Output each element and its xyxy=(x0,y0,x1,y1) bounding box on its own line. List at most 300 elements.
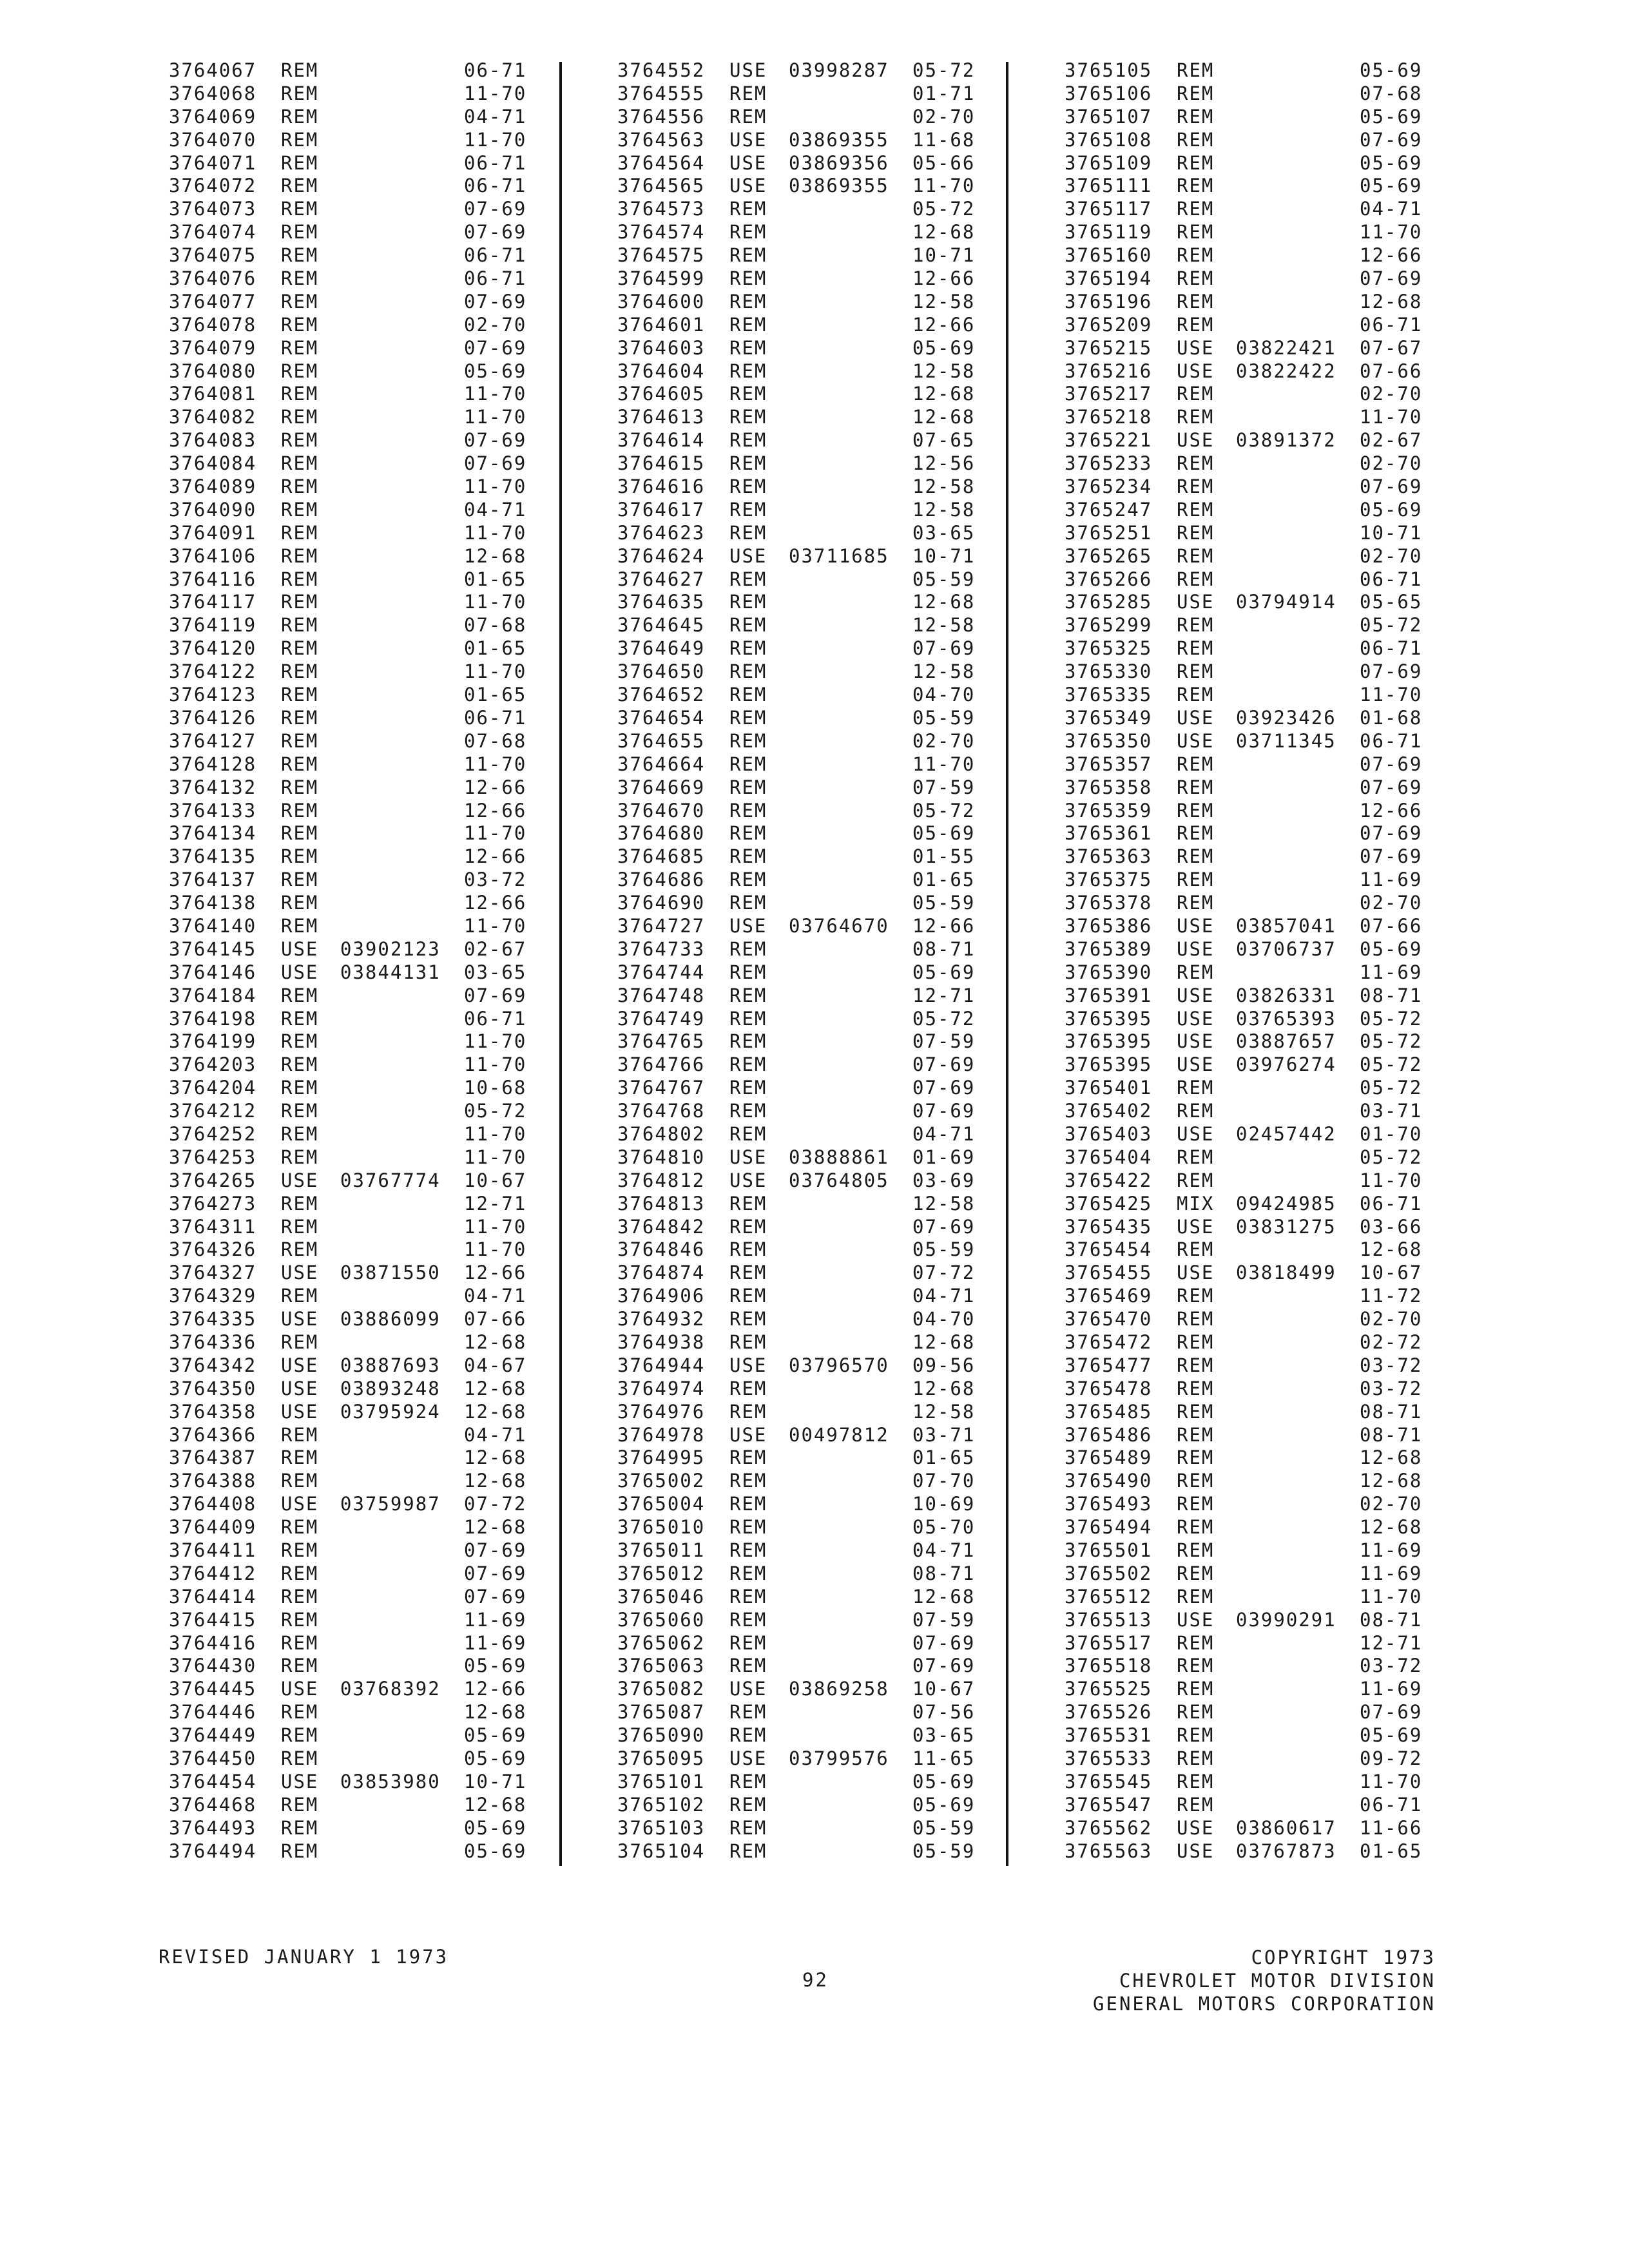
effective-date: 12-66 xyxy=(1360,799,1423,822)
action-code: REM xyxy=(729,568,767,590)
action-code: REM xyxy=(1177,175,1215,197)
action-code: REM xyxy=(281,267,319,290)
effective-date: 11-69 xyxy=(1360,1539,1423,1561)
part-number: 3764601 xyxy=(617,313,706,336)
action-code: REM xyxy=(729,1585,767,1608)
effective-date: 04-71 xyxy=(912,1285,976,1307)
part-number: 3765486 xyxy=(1065,1423,1153,1446)
effective-date: 11-69 xyxy=(1360,869,1423,891)
part-number: 3764074 xyxy=(169,221,257,244)
action-code: REM xyxy=(1177,1377,1215,1399)
effective-date: 07-68 xyxy=(1360,82,1423,104)
part-number: 3765517 xyxy=(1065,1631,1153,1654)
effective-date: 07-59 xyxy=(912,1608,976,1631)
part-number: 3764212 xyxy=(169,1100,257,1122)
effective-date: 11-70 xyxy=(1360,1770,1423,1792)
action-code: REM xyxy=(281,151,319,174)
part-number: 3764655 xyxy=(617,729,706,752)
part-number: 3765563 xyxy=(1065,1840,1153,1862)
action-code: REM xyxy=(729,406,767,428)
part-number: 3764645 xyxy=(617,614,706,637)
effective-date: 11-69 xyxy=(464,1631,527,1654)
part-number: 3764766 xyxy=(617,1053,706,1076)
action-code: USE xyxy=(729,1747,767,1770)
action-code: REM xyxy=(1177,1655,1215,1677)
part-number: 3765233 xyxy=(1065,452,1153,475)
part-number: 3764906 xyxy=(617,1285,706,1307)
part-number: 3765104 xyxy=(617,1840,706,1862)
page-number: 92 xyxy=(802,1969,829,1991)
action-code: REM xyxy=(281,290,319,312)
part-number: 3764411 xyxy=(169,1539,257,1561)
part-number: 3764252 xyxy=(169,1122,257,1145)
effective-date: 12-58 xyxy=(912,290,976,312)
action-code: REM xyxy=(281,822,319,845)
effective-date: 12-58 xyxy=(912,1400,976,1423)
action-code: REM xyxy=(729,105,767,128)
part-number: 3764116 xyxy=(169,568,257,590)
action-code: REM xyxy=(281,128,319,151)
effective-date: 05-69 xyxy=(1360,1724,1423,1747)
action-code: REM xyxy=(281,244,319,267)
action-code: REM xyxy=(1177,452,1215,475)
action-code: MIX xyxy=(1177,1192,1215,1215)
effective-date: 11-69 xyxy=(464,1608,527,1631)
action-code: REM xyxy=(729,1192,767,1215)
effective-date: 11-65 xyxy=(912,1747,976,1770)
effective-date: 10-71 xyxy=(912,244,976,267)
effective-date: 05-72 xyxy=(1360,1077,1423,1099)
action-code: REM xyxy=(1177,498,1215,521)
effective-date: 07-69 xyxy=(1360,822,1423,845)
action-code: USE xyxy=(1177,1030,1215,1053)
effective-date: 07-69 xyxy=(464,336,527,359)
part-number: 3764106 xyxy=(169,544,257,567)
replacement-part-number: 09424985 xyxy=(1236,1192,1336,1215)
part-number: 3764388 xyxy=(169,1470,257,1492)
part-number: 3764140 xyxy=(169,914,257,937)
effective-date: 05-69 xyxy=(464,1724,527,1747)
part-number: 3764138 xyxy=(169,892,257,914)
part-number: 3765477 xyxy=(1065,1354,1153,1376)
part-number: 3765472 xyxy=(1065,1331,1153,1353)
part-number: 3765454 xyxy=(1065,1238,1153,1261)
action-code: REM xyxy=(1177,1493,1215,1515)
action-code: USE xyxy=(281,937,319,960)
part-number: 3764081 xyxy=(169,383,257,405)
effective-date: 12-68 xyxy=(464,1470,527,1492)
effective-date: 06-71 xyxy=(464,59,527,81)
effective-date: 06-71 xyxy=(464,151,527,174)
part-number: 3765102 xyxy=(617,1793,706,1816)
part-number: 3764556 xyxy=(617,105,706,128)
part-number: 3765247 xyxy=(1065,498,1153,521)
replacement-part-number: 03818499 xyxy=(1236,1262,1336,1284)
action-code: REM xyxy=(281,82,319,104)
effective-date: 06-71 xyxy=(1360,1793,1423,1816)
action-code: USE xyxy=(1177,1608,1215,1631)
action-code: REM xyxy=(729,1840,767,1862)
part-number: 3764078 xyxy=(169,313,257,336)
effective-date: 07-69 xyxy=(464,429,527,452)
action-code: REM xyxy=(1177,1562,1215,1584)
action-code: USE xyxy=(1177,1053,1215,1076)
effective-date: 12-66 xyxy=(912,914,976,937)
effective-date: 07-72 xyxy=(464,1493,527,1515)
action-code: REM xyxy=(729,753,767,775)
effective-date: 07-56 xyxy=(912,1701,976,1724)
action-code: REM xyxy=(281,1122,319,1145)
effective-date: 05-72 xyxy=(912,799,976,822)
replacement-part-number: 03796570 xyxy=(789,1354,889,1376)
action-code: REM xyxy=(1177,1539,1215,1561)
part-number: 3764650 xyxy=(617,660,706,683)
action-code: USE xyxy=(1177,984,1215,1006)
action-code: USE xyxy=(1177,914,1215,937)
action-code: REM xyxy=(1177,1423,1215,1446)
action-code: REM xyxy=(281,476,319,498)
action-code: REM xyxy=(281,1793,319,1816)
part-number: 3764944 xyxy=(617,1354,706,1376)
effective-date: 03-72 xyxy=(1360,1655,1423,1677)
part-number: 3764069 xyxy=(169,105,257,128)
part-number: 3765350 xyxy=(1065,729,1153,752)
effective-date: 10-71 xyxy=(912,544,976,567)
part-number: 3765435 xyxy=(1065,1215,1153,1238)
part-number: 3764974 xyxy=(617,1377,706,1399)
part-number: 3764430 xyxy=(169,1655,257,1677)
effective-date: 05-69 xyxy=(464,1655,527,1677)
action-code: REM xyxy=(729,1816,767,1839)
effective-date: 07-70 xyxy=(912,1470,976,1492)
part-number: 3765004 xyxy=(617,1493,706,1515)
effective-date: 11-70 xyxy=(464,521,527,544)
effective-date: 12-58 xyxy=(912,614,976,637)
part-number: 3764126 xyxy=(169,706,257,729)
effective-date: 05-65 xyxy=(1360,591,1423,613)
action-code: USE xyxy=(281,1169,319,1191)
effective-date: 07-68 xyxy=(464,614,527,637)
effective-date: 11-69 xyxy=(1360,961,1423,983)
effective-date: 12-68 xyxy=(912,1377,976,1399)
effective-date: 02-70 xyxy=(1360,452,1423,475)
part-number: 3764079 xyxy=(169,336,257,359)
part-number: 3764995 xyxy=(617,1446,706,1469)
effective-date: 04-70 xyxy=(912,1308,976,1331)
part-number: 3765090 xyxy=(617,1724,706,1747)
action-code: REM xyxy=(1177,290,1215,312)
part-number: 3765060 xyxy=(617,1608,706,1631)
part-number: 3764627 xyxy=(617,568,706,590)
action-code: REM xyxy=(281,429,319,452)
part-number: 3765194 xyxy=(1065,267,1153,290)
effective-date: 12-68 xyxy=(912,383,976,405)
effective-date: 05-72 xyxy=(1360,614,1423,637)
action-code: REM xyxy=(1177,892,1215,914)
action-code: REM xyxy=(281,729,319,752)
action-code: REM xyxy=(729,961,767,983)
effective-date: 12-68 xyxy=(912,1585,976,1608)
action-code: USE xyxy=(281,1354,319,1376)
action-code: REM xyxy=(1177,244,1215,267)
action-code: REM xyxy=(729,776,767,798)
action-code: REM xyxy=(1177,476,1215,498)
effective-date: 05-69 xyxy=(1360,498,1423,521)
effective-date: 12-66 xyxy=(464,799,527,822)
effective-date: 05-59 xyxy=(912,892,976,914)
action-code: REM xyxy=(1177,521,1215,544)
action-code: REM xyxy=(1177,568,1215,590)
action-code: REM xyxy=(281,845,319,868)
effective-date: 11-70 xyxy=(464,383,527,405)
action-code: REM xyxy=(1177,1100,1215,1122)
action-code: REM xyxy=(1177,1516,1215,1539)
action-code: REM xyxy=(729,198,767,220)
part-number: 3764449 xyxy=(169,1724,257,1747)
replacement-part-number: 03831275 xyxy=(1236,1215,1336,1238)
replacement-part-number: 03706737 xyxy=(1236,937,1336,960)
effective-date: 11-70 xyxy=(912,175,976,197)
part-number: 3764358 xyxy=(169,1400,257,1423)
replacement-part-number: 03869356 xyxy=(789,151,889,174)
action-code: REM xyxy=(281,1470,319,1492)
action-code: REM xyxy=(1177,221,1215,244)
effective-date: 05-69 xyxy=(1360,105,1423,128)
part-number: 3765108 xyxy=(1065,128,1153,151)
action-code: REM xyxy=(729,383,767,405)
effective-date: 12-68 xyxy=(464,1701,527,1724)
action-code: REM xyxy=(281,336,319,359)
action-code: REM xyxy=(729,1516,767,1539)
action-code: REM xyxy=(729,267,767,290)
effective-date: 12-71 xyxy=(912,984,976,1006)
part-number: 3764071 xyxy=(169,151,257,174)
part-number: 3765469 xyxy=(1065,1285,1153,1307)
effective-date: 06-71 xyxy=(1360,1192,1423,1215)
effective-date: 07-59 xyxy=(912,776,976,798)
effective-date: 12-66 xyxy=(464,1262,527,1284)
effective-date: 12-58 xyxy=(912,476,976,498)
effective-date: 07-69 xyxy=(464,1562,527,1584)
effective-date: 05-69 xyxy=(912,1793,976,1816)
effective-date: 07-69 xyxy=(912,1053,976,1076)
action-code: REM xyxy=(281,1423,319,1446)
effective-date: 10-68 xyxy=(464,1077,527,1099)
part-number: 3764119 xyxy=(169,614,257,637)
action-code: REM xyxy=(1177,1585,1215,1608)
part-number: 3765489 xyxy=(1065,1446,1153,1469)
action-code: REM xyxy=(729,290,767,312)
part-number: 3764842 xyxy=(617,1215,706,1238)
replacement-part-number: 03976274 xyxy=(1236,1053,1336,1076)
part-number: 3765209 xyxy=(1065,313,1153,336)
action-code: REM xyxy=(281,1840,319,1862)
part-number: 3764932 xyxy=(617,1308,706,1331)
effective-date: 05-72 xyxy=(1360,1053,1423,1076)
action-code: REM xyxy=(281,1724,319,1747)
part-number: 3764075 xyxy=(169,244,257,267)
effective-date: 02-72 xyxy=(1360,1331,1423,1353)
part-number: 3764090 xyxy=(169,498,257,521)
action-code: REM xyxy=(729,1631,767,1654)
part-number: 3764846 xyxy=(617,1238,706,1261)
effective-date: 12-71 xyxy=(1360,1631,1423,1654)
effective-date: 11-70 xyxy=(464,1030,527,1053)
part-number: 3764812 xyxy=(617,1169,706,1191)
part-number: 3765425 xyxy=(1065,1192,1153,1215)
part-number: 3764089 xyxy=(169,476,257,498)
effective-date: 11-69 xyxy=(1360,1678,1423,1700)
part-number: 3764120 xyxy=(169,637,257,660)
part-number: 3764327 xyxy=(169,1262,257,1284)
part-number: 3765160 xyxy=(1065,244,1153,267)
effective-date: 06-71 xyxy=(1360,729,1423,752)
action-code: REM xyxy=(1177,1631,1215,1654)
action-code: REM xyxy=(1177,1238,1215,1261)
part-number: 3764387 xyxy=(169,1446,257,1469)
effective-date: 12-68 xyxy=(464,1400,527,1423)
effective-date: 07-69 xyxy=(1360,753,1423,775)
part-number: 3764749 xyxy=(617,1007,706,1030)
part-number: 3765217 xyxy=(1065,383,1153,405)
action-code: REM xyxy=(281,591,319,613)
effective-date: 01-55 xyxy=(912,845,976,868)
action-code: REM xyxy=(729,869,767,891)
effective-date: 11-70 xyxy=(1360,684,1423,706)
part-number: 3764976 xyxy=(617,1400,706,1423)
effective-date: 11-72 xyxy=(1360,1285,1423,1307)
part-number: 3764555 xyxy=(617,82,706,104)
replacement-part-number: 03799576 xyxy=(789,1747,889,1770)
part-number: 3764342 xyxy=(169,1354,257,1376)
effective-date: 07-68 xyxy=(464,729,527,752)
effective-date: 07-69 xyxy=(912,1631,976,1654)
part-number: 3765234 xyxy=(1065,476,1153,498)
replacement-part-number: 03768392 xyxy=(340,1678,441,1700)
part-number: 3764329 xyxy=(169,1285,257,1307)
action-code: REM xyxy=(729,637,767,660)
action-code: REM xyxy=(281,1631,319,1654)
action-code: REM xyxy=(281,776,319,798)
action-code: REM xyxy=(1177,799,1215,822)
effective-date: 05-69 xyxy=(464,1747,527,1770)
action-code: REM xyxy=(1177,845,1215,868)
effective-date: 07-69 xyxy=(464,452,527,475)
replacement-part-number: 03998287 xyxy=(789,59,889,81)
part-number: 3765375 xyxy=(1065,869,1153,891)
part-number: 3764802 xyxy=(617,1122,706,1145)
action-code: REM xyxy=(281,753,319,775)
effective-date: 10-67 xyxy=(912,1678,976,1700)
effective-date: 01-65 xyxy=(464,637,527,660)
part-number: 3764073 xyxy=(169,198,257,220)
action-code: REM xyxy=(729,660,767,683)
effective-date: 05-59 xyxy=(912,1840,976,1862)
effective-date: 07-69 xyxy=(1360,1701,1423,1724)
action-code: REM xyxy=(281,706,319,729)
action-code: REM xyxy=(729,313,767,336)
effective-date: 04-70 xyxy=(912,684,976,706)
part-number: 3764068 xyxy=(169,82,257,104)
effective-date: 05-69 xyxy=(1360,59,1423,81)
action-code: REM xyxy=(729,476,767,498)
part-number: 3765087 xyxy=(617,1701,706,1724)
action-code: REM xyxy=(1177,1285,1215,1307)
column-divider-1 xyxy=(559,62,562,1866)
effective-date: 07-69 xyxy=(464,984,527,1006)
part-number: 3765501 xyxy=(1065,1539,1153,1561)
effective-date: 06-71 xyxy=(464,1007,527,1030)
action-code: REM xyxy=(729,1493,767,1515)
part-number: 3764652 xyxy=(617,684,706,706)
action-code: REM xyxy=(729,1308,767,1331)
part-number: 3765422 xyxy=(1065,1169,1153,1191)
part-number: 3764494 xyxy=(169,1840,257,1862)
effective-date: 06-71 xyxy=(464,706,527,729)
action-code: REM xyxy=(729,684,767,706)
part-number: 3765378 xyxy=(1065,892,1153,914)
action-code: REM xyxy=(1177,128,1215,151)
effective-date: 12-68 xyxy=(912,221,976,244)
part-number: 3764744 xyxy=(617,961,706,983)
action-code: USE xyxy=(281,1262,319,1284)
effective-date: 12-56 xyxy=(912,452,976,475)
part-number: 3764123 xyxy=(169,684,257,706)
action-code: REM xyxy=(729,498,767,521)
part-number: 3765221 xyxy=(1065,429,1153,452)
action-code: REM xyxy=(1177,614,1215,637)
effective-date: 01-70 xyxy=(1360,1122,1423,1145)
effective-date: 11-70 xyxy=(464,1122,527,1145)
effective-date: 04-71 xyxy=(1360,198,1423,220)
effective-date: 03-66 xyxy=(1360,1215,1423,1238)
part-number: 3764468 xyxy=(169,1793,257,1816)
effective-date: 11-70 xyxy=(1360,1169,1423,1191)
action-code: USE xyxy=(1177,1840,1215,1862)
part-number: 3764680 xyxy=(617,822,706,845)
action-code: REM xyxy=(729,937,767,960)
action-code: REM xyxy=(729,984,767,1006)
part-number: 3765402 xyxy=(1065,1100,1153,1122)
action-code: REM xyxy=(729,1724,767,1747)
replacement-part-number: 03887657 xyxy=(1236,1030,1336,1053)
part-number: 3765119 xyxy=(1065,221,1153,244)
part-number: 3765363 xyxy=(1065,845,1153,868)
part-number: 3764635 xyxy=(617,591,706,613)
effective-date: 07-69 xyxy=(1360,660,1423,683)
part-number: 3765525 xyxy=(1065,1678,1153,1700)
action-code: USE xyxy=(1177,1122,1215,1145)
part-number: 3765404 xyxy=(1065,1146,1153,1168)
effective-date: 12-68 xyxy=(1360,1446,1423,1469)
replacement-part-number: 03822421 xyxy=(1236,336,1336,359)
action-code: REM xyxy=(281,984,319,1006)
part-number: 3765493 xyxy=(1065,1493,1153,1515)
part-number: 3764273 xyxy=(169,1192,257,1215)
effective-date: 05-72 xyxy=(464,1100,527,1122)
action-code: REM xyxy=(729,822,767,845)
part-number: 3764615 xyxy=(617,452,706,475)
action-code: USE xyxy=(1177,591,1215,613)
action-code: REM xyxy=(729,706,767,729)
action-code: REM xyxy=(281,1608,319,1631)
effective-date: 07-69 xyxy=(1360,476,1423,498)
action-code: USE xyxy=(281,1493,319,1515)
part-number: 3764137 xyxy=(169,869,257,891)
action-code: REM xyxy=(729,1701,767,1724)
effective-date: 09-56 xyxy=(912,1354,976,1376)
part-number: 3765299 xyxy=(1065,614,1153,637)
